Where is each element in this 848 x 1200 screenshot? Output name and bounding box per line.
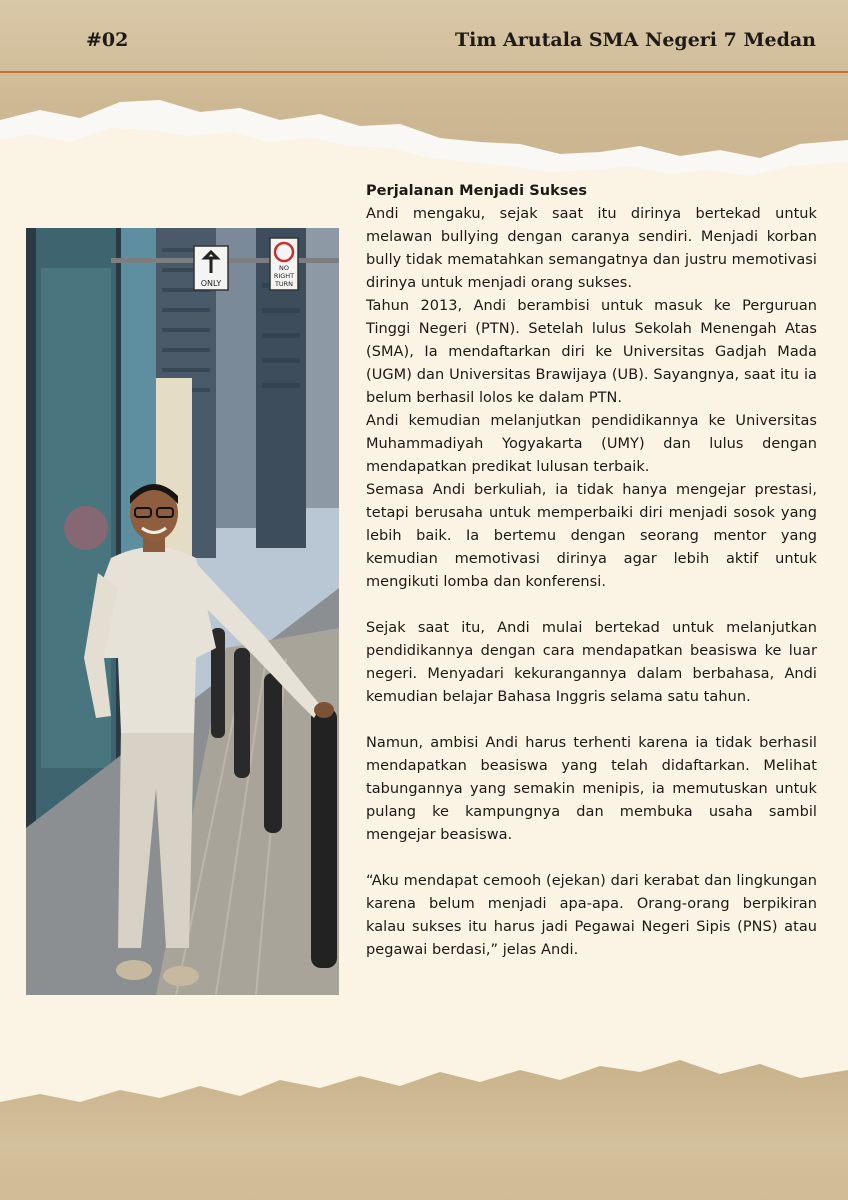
sign-right-text: RIGHT [273, 272, 295, 280]
header-divider [0, 71, 848, 73]
paragraph-1: Andi mengaku, sejak saat itu dirinya bertekad untuk melawan bullying dengan caranya sendiri. Menjadi korban bully tidak mematahkan semangatnya dan justru memotivasi dirinya untuk menjadi orang sukses. [366, 206, 817, 291]
street-scene-illustration [26, 228, 339, 995]
sign-only-text: ONLY [200, 279, 222, 288]
paragraph-7: “Aku mendapat cemooh (ejekan) dari kerabat dan lingkungan karena belum menjadi apa-apa. Orang-orang berpikiran kalau sukses itu harus jadi Pegawai Negeri Sipis (PNS) atau pegawai berdasi,” jelas Andi. [366, 873, 817, 958]
paragraph-4: Semasa Andi berkuliah, ia tidak hanya mengejar prestasi, tetapi berusaha untuk memperbaiki diri menjadi sosok yang lebih baik. Ia bertemu dengan seorang mentor yang kemudian memotivasi dirinya agar lebih aktif untuk mengikuti lomba dan konferensi. [366, 482, 817, 590]
sign-turn-text: TURN [274, 280, 294, 288]
article-body [366, 180, 817, 962]
page-number: #02 [86, 29, 129, 51]
paragraph-2: Tahun 2013, Andi berambisi untuk masuk ke Perguruan Tinggi Negeri (PTN). Setelah lulus Sekolah Menengah Atas (SMA), Ia mendaftarkan diri ke Universitas Gadjah Mada (UGM) dan Universitas Brawijaya (UB). Sayangnya, saat itu ia belum berhasil lolos ke dalam PTN. [366, 298, 817, 406]
torn-paper-bottom-edge [0, 1040, 848, 1120]
publisher-name: Tim Arutala SMA Negeri 7 Medan [454, 29, 816, 51]
portrait-photo [26, 228, 339, 995]
paragraph-5: Sejak saat itu, Andi mulai bertekad untuk melanjutkan pendidikannya dengan cara mendapatkan beasiswa ke luar negeri. Menyadari kekurangannya dalam berbahasa, Andi kemudian belajar Bahasa Inggris selama satu tahun. [366, 620, 817, 705]
paragraph-3: Andi kemudian melanjutkan pendidikannya ke Universitas Muhammadiyah Yogyakarta (UMY) dan lulus dengan mendapatkan predikat lulusan terbaik. [366, 413, 817, 475]
article-heading: Perjalanan Menjadi Sukses [366, 183, 588, 199]
paragraph-6: Namun, ambisi Andi harus terhenti karena ia tidak berhasil mendapatkan beasiswa yang telah didaftarkan. Melihat tabungannya yang semakin menipis, ia memutuskan untuk pulang ke kampungnya dan membuka usaha sambil mengejar beasiswa. [366, 735, 817, 843]
sign-no-text: NO [279, 264, 289, 272]
